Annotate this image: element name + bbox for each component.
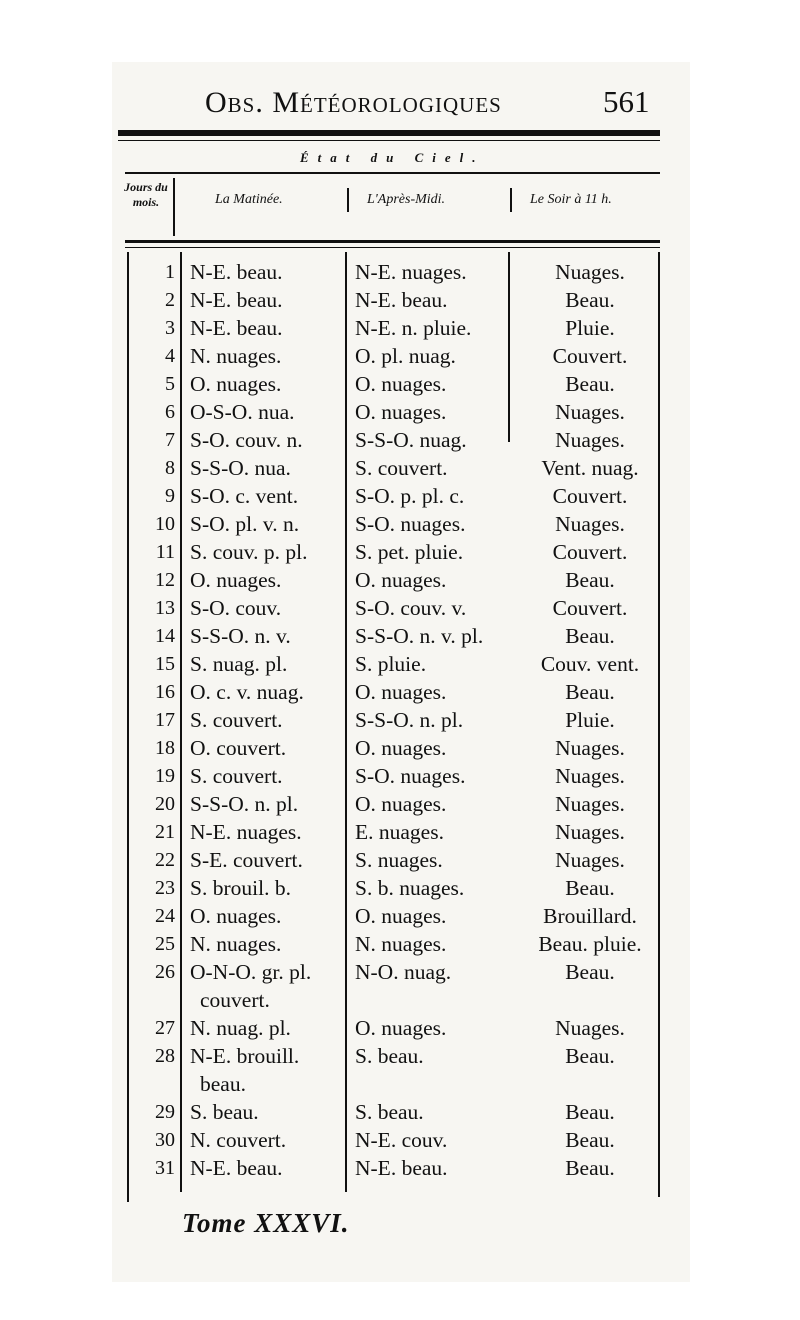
table-row [0,930,800,958]
day-cell: 31 [155,1157,175,1179]
evening-cell: Vent. nuag. [541,456,639,480]
day-cell: 24 [155,905,175,927]
header-rule-thin [118,140,660,141]
table-row-continuation [0,986,800,1014]
table-row [0,454,800,482]
table-caption: État du Ciel. [300,150,485,165]
afternoon-cell: N-E. n. pluie. [355,316,472,340]
day-cell: 16 [155,681,175,703]
table-top-rule [125,240,660,243]
table-row [0,1154,800,1182]
morning-cell: S-O. c. vent. [190,484,299,508]
evening-cell: Beau. [565,568,615,592]
afternoon-cell: N-O. nuag. [355,960,452,984]
day-cell: 12 [155,569,175,591]
table-row [0,342,800,370]
header-divider [510,188,512,212]
day-cell: 6 [165,401,175,423]
day-cell: 22 [155,849,175,871]
evening-cell: Beau. [565,1100,615,1124]
afternoon-cell: N. nuages. [355,932,447,956]
morning-cell: O-N-O. gr. pl. [190,960,312,984]
evening-cell: Nuages. [555,820,625,844]
morning-cell: N-E. beau. [190,288,283,312]
afternoon-cell: O. nuages. [355,792,447,816]
morning-cell: S. couvert. [190,764,283,788]
day-cell: 23 [155,877,175,899]
evening-cell: Nuages. [555,736,625,760]
table-row [0,482,800,510]
day-cell: 15 [155,653,175,675]
morning-cell: S-O. pl. v. n. [190,512,300,536]
day-cell: 1 [165,261,175,283]
day-cell: 5 [165,373,175,395]
afternoon-cell: S-S-O. n. pl. [355,708,464,732]
morning-cell: N-E. nuages. [190,820,302,844]
afternoon-cell: S-S-O. nuag. [355,428,467,452]
table-row [0,314,800,342]
day-cell: 4 [165,345,175,367]
day-cell: 29 [155,1101,175,1123]
afternoon-cell: S-O. couv. v. [355,596,467,620]
evening-cell: Beau. [565,1156,615,1180]
morning-cell: N. nuag. pl. [190,1016,291,1040]
morning-cell: N-E. beau. [190,316,283,340]
day-cell: 14 [155,625,175,647]
afternoon-cell: O. pl. nuag. [355,344,456,368]
morning-cell: S. beau. [190,1100,259,1124]
page-number: 561 [603,84,650,119]
morning-cell: O-S-O. nua. [190,400,295,424]
table-row [0,762,800,790]
table-row [0,594,800,622]
morning-cell: S-S-O. n. v. [190,624,291,648]
table-row [0,902,800,930]
day-cell: 21 [155,821,175,843]
evening-cell: Beau. [565,1128,615,1152]
table-row [0,538,800,566]
day-cell: 26 [155,961,175,983]
morning-cell: N-E. beau. [190,1156,283,1180]
afternoon-cell: S. nuages. [355,848,443,872]
evening-cell: Beau. [565,680,615,704]
evening-cell: Beau. [565,288,615,312]
evening-cell: Beau. [565,960,615,984]
column-header-jours: Jours du mois. [124,180,168,209]
evening-cell: Nuages. [555,400,625,424]
evening-cell: Nuages. [555,848,625,872]
afternoon-cell: S-O. p. pl. c. [355,484,465,508]
evening-cell: Nuages. [555,428,625,452]
afternoon-cell: N-E. beau. [355,1156,448,1180]
morning-cell: N-E. brouill. [190,1044,300,1068]
table-row [0,846,800,874]
morning-cell: N. couvert. [190,1128,287,1152]
table-row-continuation [0,1070,800,1098]
day-cell: 9 [165,485,175,507]
table-row [0,286,800,314]
day-cell: 25 [155,933,175,955]
day-cell: 11 [155,541,175,563]
morning-cell: S-E. couvert. [190,848,303,872]
evening-cell: Beau. pluie. [538,932,642,956]
afternoon-cell: S-O. nuages. [355,764,466,788]
table-row [0,622,800,650]
afternoon-cell: N-E. nuages. [355,260,467,284]
evening-cell: Couvert. [552,344,628,368]
header-divider [173,178,175,236]
table-row [0,818,800,846]
afternoon-cell: S-S-O. n. v. pl. [355,624,484,648]
morning-cell: O. c. v. nuag. [190,680,304,704]
afternoon-cell: S. b. nuages. [355,876,465,900]
running-head: Obs. Météorologiques [205,86,502,119]
morning-cell: N-E. beau. [190,260,283,284]
evening-cell: Brouillard. [543,904,637,928]
evening-cell: Beau. [565,372,615,396]
day-cell: 13 [155,597,175,619]
afternoon-cell: O. nuages. [355,904,447,928]
table-row [0,510,800,538]
morning-cell: S-O. couv. [190,596,282,620]
afternoon-cell: O. nuages. [355,400,447,424]
afternoon-cell: N-E. beau. [355,288,448,312]
afternoon-cell: O. nuages. [355,1016,447,1040]
evening-cell: Nuages. [555,792,625,816]
day-cell: 2 [165,289,175,311]
table-row [0,790,800,818]
day-cell: 27 [155,1017,175,1039]
caption-rule [125,172,660,174]
evening-cell: Beau. [565,1044,615,1068]
table-row [0,370,800,398]
day-cell: 7 [165,429,175,451]
evening-cell: Couvert. [552,484,628,508]
table-row [0,398,800,426]
day-cell: 3 [165,317,175,339]
evening-cell: Nuages. [555,512,625,536]
afternoon-cell: N-E. couv. [355,1128,448,1152]
afternoon-cell: E. nuages. [355,820,444,844]
afternoon-cell: S. pluie. [355,652,427,676]
column-header-soir: Le Soir à 11 h. [530,192,612,207]
evening-cell: Nuages. [555,1016,625,1040]
table-row [0,258,800,286]
table-row [0,1098,800,1126]
day-cell: 17 [155,709,175,731]
afternoon-cell: O. nuages. [355,680,447,704]
evening-cell: Couv. vent. [540,652,640,676]
afternoon-cell: O. nuages. [355,568,447,592]
morning-cell: O. nuages. [190,372,282,396]
table-row [0,426,800,454]
signature-mark: Tome XXXVI. [182,1208,350,1238]
evening-cell: Nuages. [555,260,625,284]
day-cell: 18 [155,737,175,759]
header-rule-thick [118,130,660,136]
header-divider [347,188,349,212]
day-cell: 19 [155,765,175,787]
table-row [0,706,800,734]
day-cell: 30 [155,1129,175,1151]
morning-cell: S-S-O. n. pl. [190,792,299,816]
evening-cell: Beau. [565,624,615,648]
evening-cell: Pluie. [565,316,615,340]
morning-cell: S. brouil. b. [190,876,291,900]
morning-cell: N. nuages. [190,344,282,368]
evening-cell: Couvert. [552,540,628,564]
table-row [0,566,800,594]
morning-cell: N. nuages. [190,932,282,956]
day-cell: 8 [165,457,175,479]
evening-cell: Pluie. [565,708,615,732]
morning-cell: S-S-O. nua. [190,456,291,480]
table-row [0,1014,800,1042]
morning-cell: O. nuages. [190,568,282,592]
column-header-matinee: La Matinée. [215,192,283,207]
morning-cell: O. couvert. [190,736,287,760]
day-cell: 28 [155,1045,175,1067]
table-row [0,1126,800,1154]
afternoon-cell: S. pet. pluie. [355,540,464,564]
afternoon-cell: S. couvert. [355,456,448,480]
afternoon-cell: O. nuages. [355,372,447,396]
table-row [0,734,800,762]
morning-cell: S. couv. p. pl. [190,540,308,564]
afternoon-cell: S. beau. [355,1100,424,1124]
evening-cell: Beau. [565,876,615,900]
evening-cell: Nuages. [555,764,625,788]
table-top-rule-thin [125,247,660,248]
morning-cell: S. nuag. pl. [190,652,288,676]
day-cell: 10 [155,513,175,535]
table-row [0,874,800,902]
morning-cell: couvert. [200,988,270,1012]
evening-cell: Couvert. [552,596,628,620]
table-row [0,678,800,706]
morning-cell: S-O. couv. n. [190,428,303,452]
column-header-apres-midi: L'Après-Midi. [367,192,446,207]
afternoon-cell: S. beau. [355,1044,424,1068]
day-cell: 20 [155,793,175,815]
table-row [0,650,800,678]
table-row [0,958,800,986]
afternoon-cell: O. nuages. [355,736,447,760]
afternoon-cell: S-O. nuages. [355,512,466,536]
morning-cell: beau. [200,1072,246,1096]
table-row [0,1042,800,1070]
morning-cell: S. couvert. [190,708,283,732]
morning-cell: O. nuages. [190,904,282,928]
